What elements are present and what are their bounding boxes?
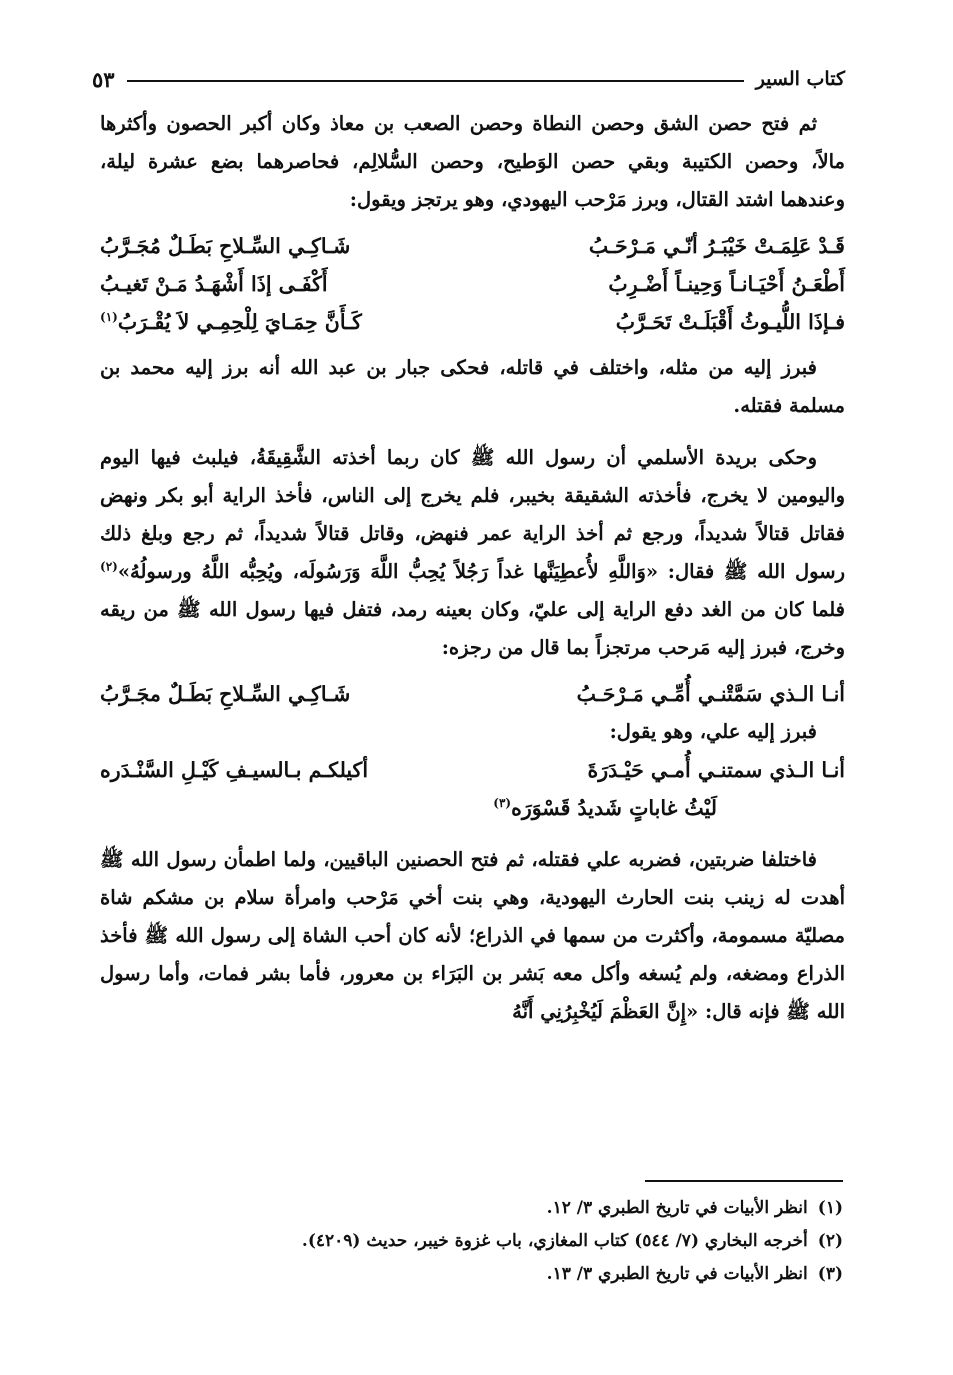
verse-hemistich: أَطْعَـنُ أَحْيَـانـاً وَحِينـاً أَضْـرِبُ: [608, 272, 845, 296]
footnote-text: انظر الأبيات في تاريخ الطبري ٣/ ١٢.: [546, 1198, 808, 1218]
footnote: [103, 1258, 843, 1291]
verse-text: كَـأَنَّ حِمَـايَ لِلْحِمِـي لاَ يُقْـرَبُ: [117, 310, 362, 334]
footnote-number: (٣): [817, 1264, 843, 1284]
footnote: [103, 1192, 843, 1225]
main-text: [100, 105, 845, 1031]
verse-line: [100, 789, 845, 827]
footnote-text: أخرجه البخاري (٧/ ٥٤٤) كتاب المغازي، باب غزوة خيبر، حديث (٤٢٠٩).: [301, 1231, 808, 1251]
verse-hemistich: أنـا الـذي سمتنـي أُمـي حَيْـدَرَةَ: [587, 758, 845, 782]
poem-ali: [100, 751, 845, 827]
poem-marhab-2: [100, 675, 845, 713]
verse-text: لَيْثُ غاباتٍ شَديدُ قَسْوَرَه: [511, 796, 717, 820]
footnote-separator: [645, 1180, 843, 1182]
verse-line: [100, 675, 845, 713]
verse-line: [100, 303, 845, 341]
verse-hemistich: شَـاكِـي السِّـلاحِ بَطَـلٌ مجَـرَّبُ: [100, 682, 351, 706]
footnote: [103, 1225, 843, 1258]
verse-line: [100, 265, 845, 303]
page-number: ٥٣: [92, 66, 115, 92]
verse-line: [100, 751, 845, 789]
book-title: كتاب السير: [755, 68, 845, 90]
footnotes: [103, 1192, 843, 1291]
header-rule: [127, 80, 744, 82]
footnote-number: (١): [817, 1198, 843, 1218]
verse-line: [100, 227, 845, 265]
paragraph: فبرز إليه من مثله، واختلف في قاتله، فحكى جبار بن عبد الله أنه برز إليه محمد بن مسلمة فقتله.: [100, 356, 845, 417]
verse-hemistich: قَـدْ عَلِمَـتْ خَيْبَـرُ أنّـي مَـرْحَـبُ: [588, 234, 845, 258]
verse-hemistich-with-ref: [100, 303, 465, 341]
paragraph: فاختلفا ضربتين، فضربه علي فقتله، ثم فتح الحصنين الباقيين، ولما اطمأن رسول الله ﷺ أهدت له زينب بنت الحارث اليهودية، وهي بنت أخي مَرْحب وامرأة سلام بن مشكم شاة مصليّة مسمومة، وأكثرت من سمها في الذراع؛ لأنه كان أحب الشاة إلى رسول الله ﷺ فأخذ الذراع ومضغه، ولم يُسغه وأكل معه بَشر بن البَرَاء بن معرور، فأما بشر فمات، وأما رسول الله ﷺ فإنه قال: «إِنَّ العَظْمَ لَيُخْبِرُنِي أَنَّهُ: [100, 848, 845, 1023]
footnote-number: (٢): [817, 1231, 843, 1251]
paragraph: فبرز إليه علي، وهو يقول:: [609, 720, 817, 743]
verse-hemistich: فـإذَا اللُّيـوثُ أَقْبَلَـتْ تَحَـرَّبُ: [615, 310, 845, 334]
paragraph-text: وحكى بريدة الأسلمي أن رسول الله ﷺ كان ربما أخذته الشَّقِيقَةُ، فيلبث فيها اليوم واليومين لا يخرج، فأخذته الشقيقة بخيبر، فلم يخرج إلى الناس، فأخذ الراية أبو بكر ونهض فقاتل قتالاً شديداً، ورجع ثم أخذ الراية عمر فنهض، وقاتل قتالاً شديداً، ثم رجع وبلغ ذلك رسول الله ﷺ فقال: «وَاللَّهِ لأُعطِيَنَّها غداً رَجُلاً يُحِبُّ اللَّهَ وَرَسُولَه، ويُحِبُّه اللَّهُ ورسولُهُ»: [100, 446, 845, 583]
footnote-ref: (٢): [100, 559, 118, 574]
running-header: [92, 62, 845, 96]
footnote-ref: (٣): [493, 796, 512, 811]
verse-hemistich: أكيلكـم بـالسيـفِ كَيْـلِ السَّنْـدَره: [100, 758, 369, 782]
footnote-text: انظر الأبيات في تاريخ الطبري ٣/ ١٣.: [546, 1264, 808, 1284]
paragraph: [100, 439, 845, 667]
verse-hemistich: شَـاكِـي السِّـلاحِ بَطَـلٌ مُجَـرَّبُ: [100, 234, 351, 258]
verse-hemistich: أَكْفَـى إذَا أَشْهَـدُ مَـنْ تَغيـبُ: [100, 272, 328, 296]
paragraph: ثم فتح حصن الشق وحصن النطاة وحصن الصعب بن معاذ وكان أكبر الحصون وأكثرها مالاً، وحصن الكتيبة وبقي حصن الوَطيح، وحصن السُّلالِم، فحاصرهما بضع عشرة ليلة، وعندهما اشتد القتال، وبرز مَرْحب اليهودي، وهو يرتجز ويقول:: [100, 112, 845, 211]
poem-marhab: [100, 227, 845, 341]
paragraph-text: فلما كان من الغد دفع الراية إلى عليّ، وكان بعينه رمد، فتفل فيها رسول الله ﷺ من ريقه وخرج، فبرز إليه مَرحب مرتجزاً بما قال من رجزه:: [100, 598, 845, 659]
verse-hemistich: أنـا الـذي سَمَّتْنـي أُمِّـي مَـرْحَـبُ: [576, 682, 845, 706]
footnote-ref: (١): [100, 310, 118, 325]
